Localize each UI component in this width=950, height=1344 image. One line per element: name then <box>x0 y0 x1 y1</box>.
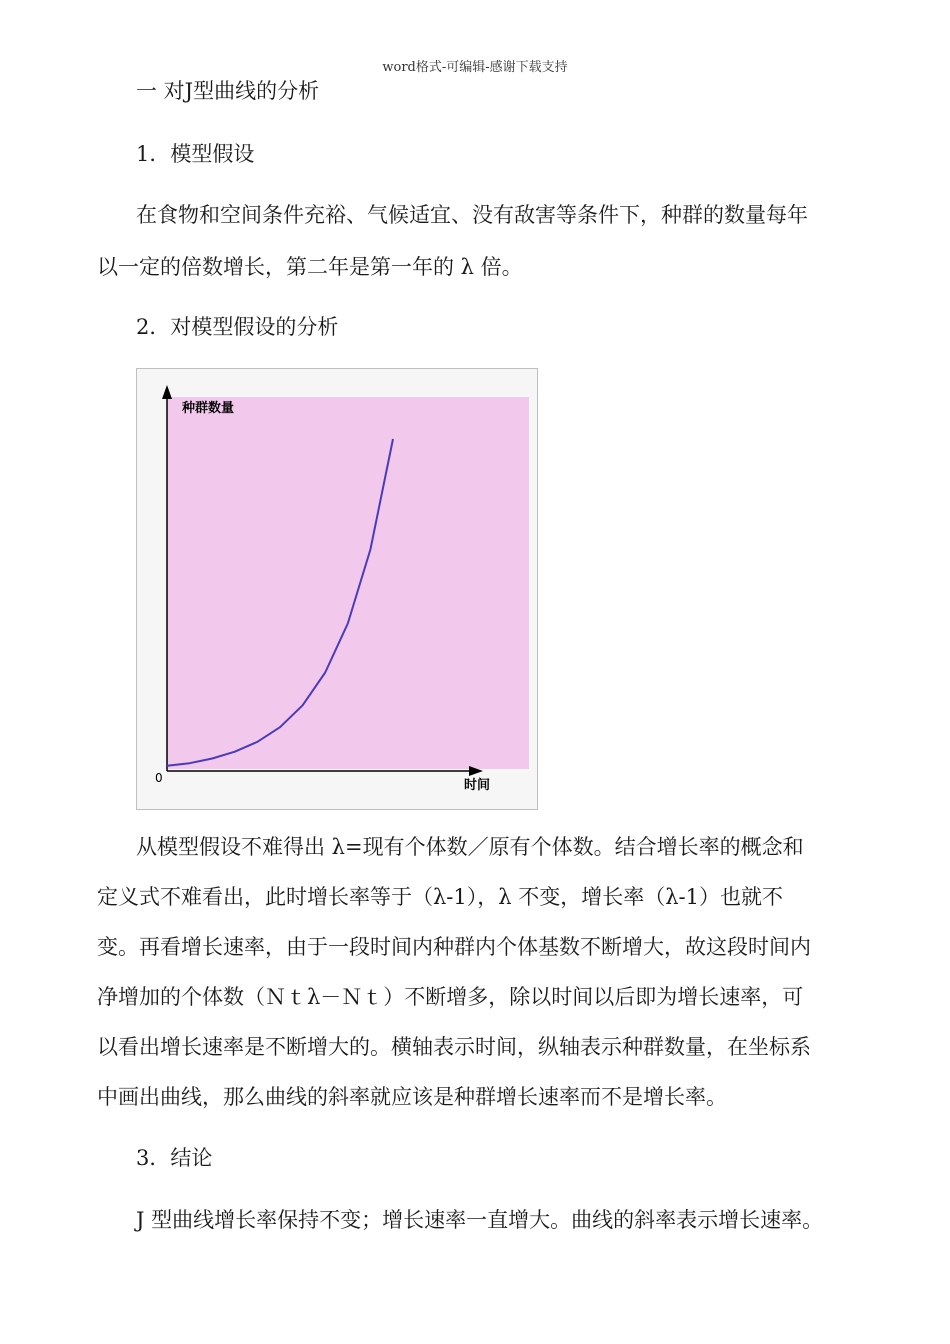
paragraph-line: J 型曲线增长率保持不变；增长速率一直增大。曲线的斜率表示增长速率。 <box>136 1208 824 1232</box>
paragraph-line: 从模型假设不难得出 λ=现有个体数／原有个体数。结合增长率的概念和 <box>136 835 804 859</box>
j-curve-chart <box>137 369 537 809</box>
paragraph-line: 变。再看增长速率，由于一段时间内种群内个体基数不断增大，故这段时间内 <box>97 935 811 959</box>
x-axis-label: 时间 <box>464 778 491 793</box>
paragraph-line: 以看出增长速率是不断增大的。横轴表示时间，纵轴表示种群数量，在坐标系 <box>97 1035 811 1059</box>
subsection-title-analysis: 2．对模型假设的分析 <box>136 315 339 339</box>
subsection-title-model-assumption: 1．模型假设 <box>136 142 255 166</box>
y-axis-label: 种群数量 <box>182 401 235 416</box>
section-title: 一 对J型曲线的分析 <box>136 79 320 103</box>
origin-label: 0 <box>155 771 163 785</box>
paragraph-line: 中画出曲线，那么曲线的斜率就应该是种群增长速率而不是增长率。 <box>97 1085 727 1109</box>
y-axis-arrow <box>162 385 172 399</box>
paragraph-line: 在食物和空间条件充裕、气候适宜、没有敌害等条件下，种群的数量每年 <box>136 203 808 227</box>
paragraph-line: 以一定的倍数增长，第二年是第一年的 λ 倍。 <box>97 255 523 279</box>
subsection-title-conclusion: 3．结论 <box>136 1146 213 1170</box>
paragraph-line: 定义式不难看出，此时增长率等于（λ-1），λ 不变，增长率（λ-1）也就不 <box>97 885 784 909</box>
paragraph-line: 净增加的个体数（Ｎｔλ－Ｎｔ）不断增多，除以时间以后即为增长速率，可 <box>97 985 804 1009</box>
page-header: word格式-可编辑-感谢下载支持 <box>382 60 568 75</box>
plot-background <box>167 397 529 769</box>
j-curve-figure <box>136 368 538 810</box>
